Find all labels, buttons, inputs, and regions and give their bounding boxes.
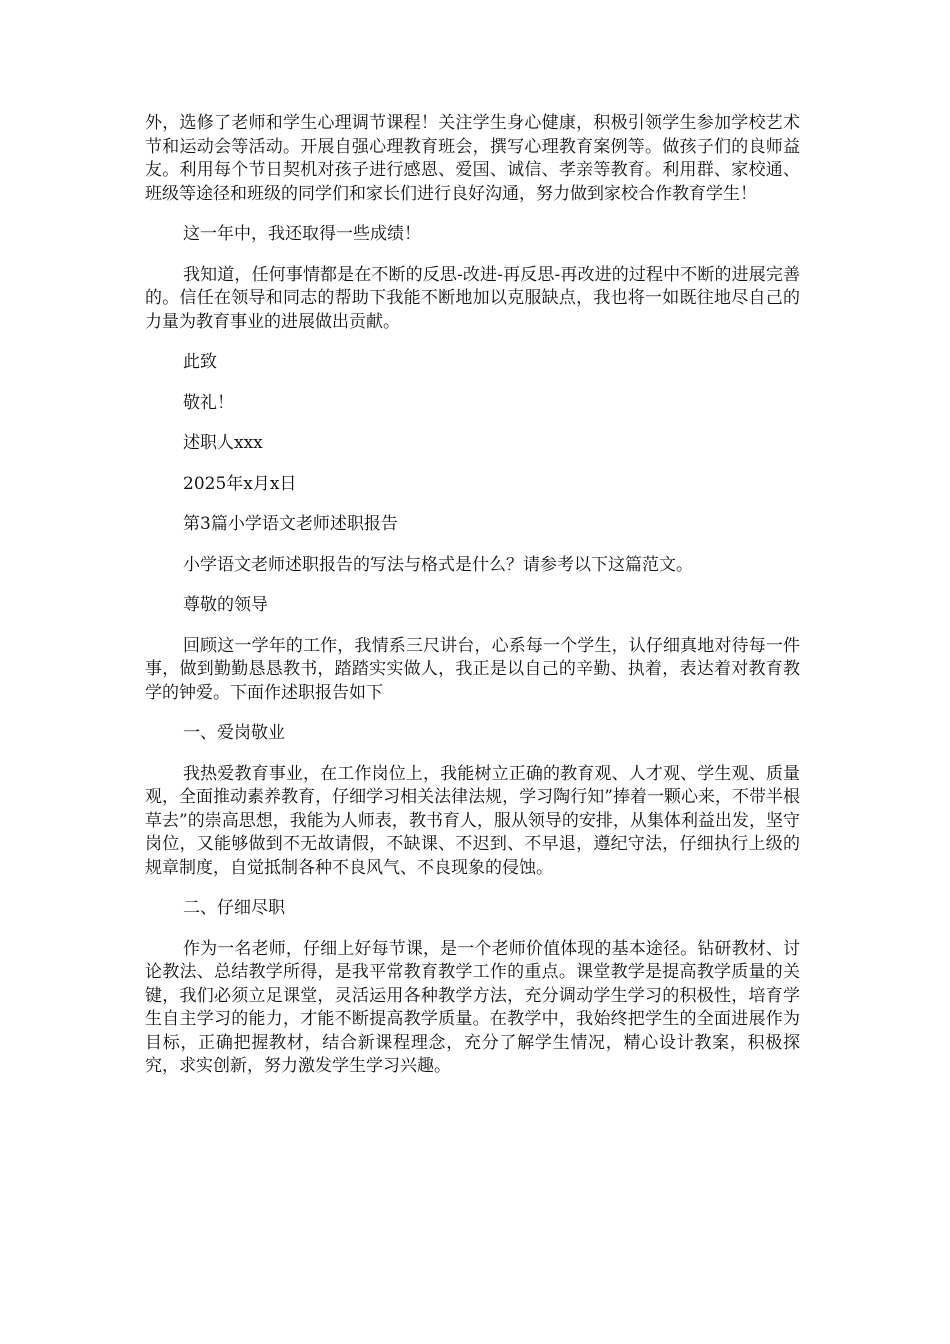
- closing-salutation: 此致: [183, 352, 217, 372]
- paragraph-review: 回顾这一学年的工作，我情系三尺讲台，心系每一个学生，认仔细真地对待每一件事，做到勤勤恳恳教书，踏踏实实做人，我正是以自己的辛勤、执着，表达着对教育教学的钟爱。下面作述职报告如下: [145, 635, 800, 703]
- paragraph-reflection: 我知道，任何事情都是在不断的反思-改进-再反思-再改进的过程中不断的进展完善的。信任在领导和同志的帮助下我能不断地加以克服缺点，我也将一如既往地尽自己的力量为教育事业的进展做出贡献。: [145, 264, 800, 332]
- document-page: [145, 112, 800, 1096]
- date-line: 2025年x月x日: [183, 473, 297, 494]
- intro-line: 小学语文老师述职报告的写法与格式是什么？请参考以下这篇范文。: [183, 554, 693, 575]
- paragraph-diligence: 作为一名老师，仔细上好每节课，是一个老师价值体现的基本途径。钻研教材、讨论教法、总结教学所得，是我平常教育教学工作的重点。课堂教学是提高教学质量的关键，我们必须立足课堂，灵活运用各种教学方法，充分调动学生学习的积极性，培育学生自主学习的能力，才能不断提高教学质量。在教学中，我始终把学生的全面进展作为目标，正确把握教材，结合新课程理念，充分了解学生情况，精心设计教案，积极探究，求实创新，努力激发学生学习兴趣。: [145, 938, 800, 1076]
- paragraph-achievements: 这一年中，我还取得一些成绩！: [183, 224, 421, 244]
- greeting-line: 尊敬的领导: [183, 595, 268, 615]
- closing-regards: 敬礼！: [183, 392, 234, 413]
- heading-diligence: 二、仔细尽职: [183, 898, 285, 918]
- section-title: 第3篇小学语文老师述职报告: [183, 514, 398, 534]
- signature-line: 述职人xxx: [183, 433, 263, 453]
- paragraph-dedication: 我热爱教育事业，在工作岗位上，我能树立正确的教育观、人才观、学生观、质量观，全面推动素养教育，仔细学习相关法律法规，学习陶行知”捧着一颗心来，不带半根草去”的崇高思想，我能为人师表，教书育人，服从领导的安排，从集体利益出发，坚守岗位，又能够做到不无故请假，不缺课、不迟到、不早退，遵纪守法，仔细执行上级的规章制度，自觉抵制各种不良风气、不良现象的侵蚀。: [145, 763, 800, 878]
- heading-dedication: 一、爱岗敬业: [183, 723, 285, 743]
- paragraph-continuation: 外，选修了老师和学生心理调节课程！关注学生身心健康，积极引领学生参加学校艺术节和运动会等活动。开展自强心理教育班会，撰写心理教育案例等。做孩子们的良师益友。利用每个节日契机对孩子进行感恩、爱国、诚信、孝亲等教育。利用群、家校通、班级等途径和班级的同学们和家长们进行良好沟通，努力做到家校合作教育学生！: [145, 113, 800, 204]
